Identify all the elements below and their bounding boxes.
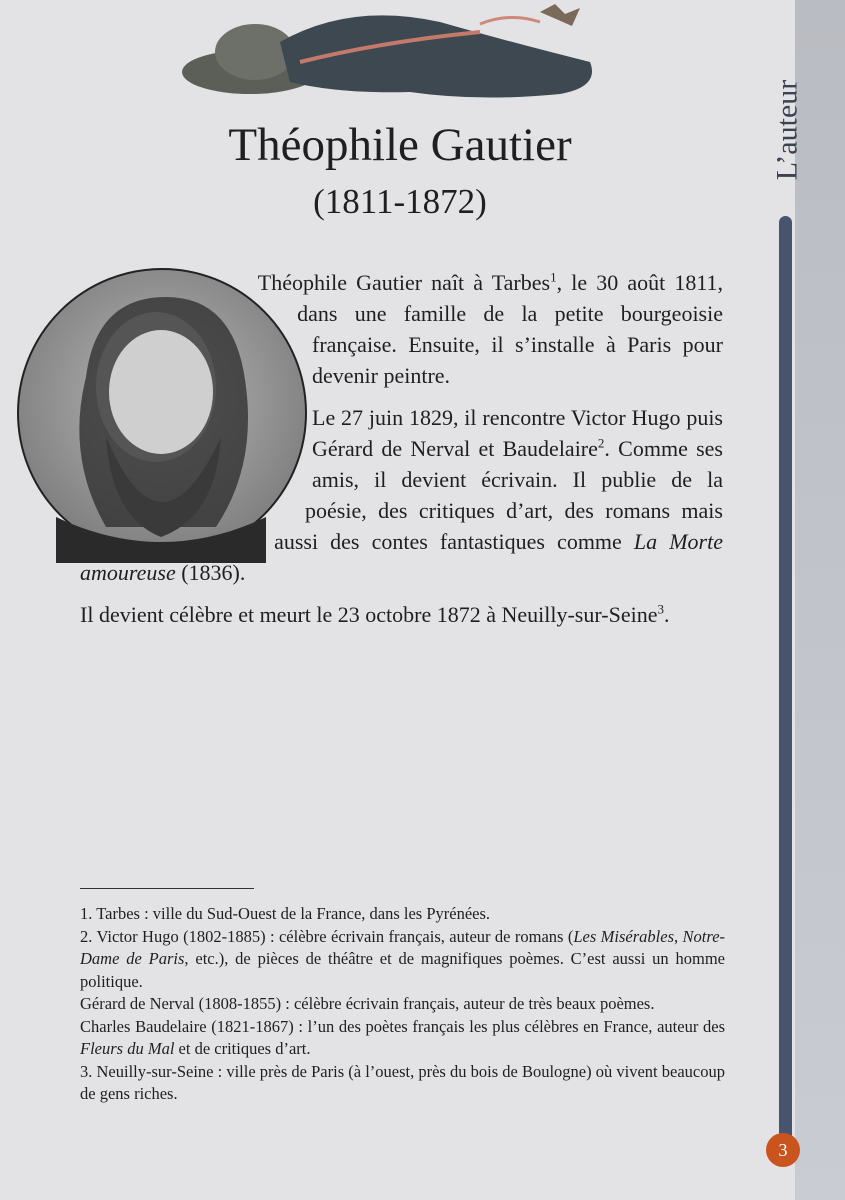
footnote-nerval — [80, 993, 725, 1016]
text: , etc.), de pièces de théâtre et de magnifiques poèmes. C’est aussi un homme politique. — [80, 949, 725, 991]
header-illustration — [180, 2, 600, 120]
footnotes — [80, 903, 725, 1106]
text: . Comme ses amis, il devient écrivain. Il publie de la poésie, des critiques d’art, des romans mais aussi des contes fantastiques comme — [274, 436, 723, 554]
page-title: Théophile Gautier — [228, 119, 572, 171]
footnote-ref: 3 — [657, 601, 664, 617]
text: Charles Baudelaire (1821-1867) : l’un des poètes français les plus célèbres en France, auteur des — [80, 1016, 725, 1036]
text: 2. Victor Hugo (1802-1885) : célèbre écrivain français, auteur de romans ( — [80, 926, 574, 946]
paragraph-3 — [80, 599, 723, 630]
footnote-divider — [80, 888, 254, 889]
text: , — [674, 926, 683, 946]
footnote-ref: 1 — [550, 269, 557, 285]
footnote-3 — [80, 1061, 725, 1106]
text: Il devient célèbre et meurt le 23 octobre 1872 à Neuilly-sur-Seine — [80, 602, 658, 627]
text: 1. Tarbes : ville du Sud-Ouest de la France, dans les Pyrénées. — [80, 904, 491, 923]
page-number: 3 — [766, 1133, 800, 1167]
biography-text — [80, 267, 723, 641]
book-title: Les Misérables — [573, 926, 675, 946]
text: (1836). — [175, 560, 246, 585]
life-dates: (1811-1872) — [313, 182, 487, 221]
book-title: La Morte amoureuse — [80, 529, 723, 585]
book-title: Fleurs du Mal — [80, 1039, 175, 1058]
text: Théophile Gautier naît à Tarbes — [257, 270, 551, 295]
author-portrait — [16, 267, 312, 567]
footnote-2 — [80, 926, 725, 994]
chapter-bar — [779, 216, 792, 1156]
footnote-1 — [80, 903, 725, 926]
book-title: Notre-Dame de Paris — [80, 926, 726, 968]
text: . — [663, 602, 670, 627]
text: , le 30 août 1811, dans une famille de la petite bourgeoisie française. Ensuite, il s’installe à Paris pour devenir peintre. — [297, 270, 723, 388]
footnote-baudelaire — [80, 1016, 725, 1061]
text: Gérard de Nerval (1808-1855) : célèbre écrivain français, auteur de très beaux poèmes. — [80, 994, 655, 1013]
text: Le 27 juin 1829, il rencontre Victor Hugo puis Gérard de Nerval et Baudelaire — [312, 405, 723, 461]
text: et de critiques d’art. — [174, 1039, 311, 1058]
chapter-tab-label: L’auteur — [770, 79, 803, 181]
footnote-ref: 2 — [597, 435, 605, 451]
text: 3. Neuilly-sur-Seine : ville près de Paris (à l’ouest, près du bois de Boulogne) où vivent beaucoup de gens riches. — [80, 1061, 725, 1103]
